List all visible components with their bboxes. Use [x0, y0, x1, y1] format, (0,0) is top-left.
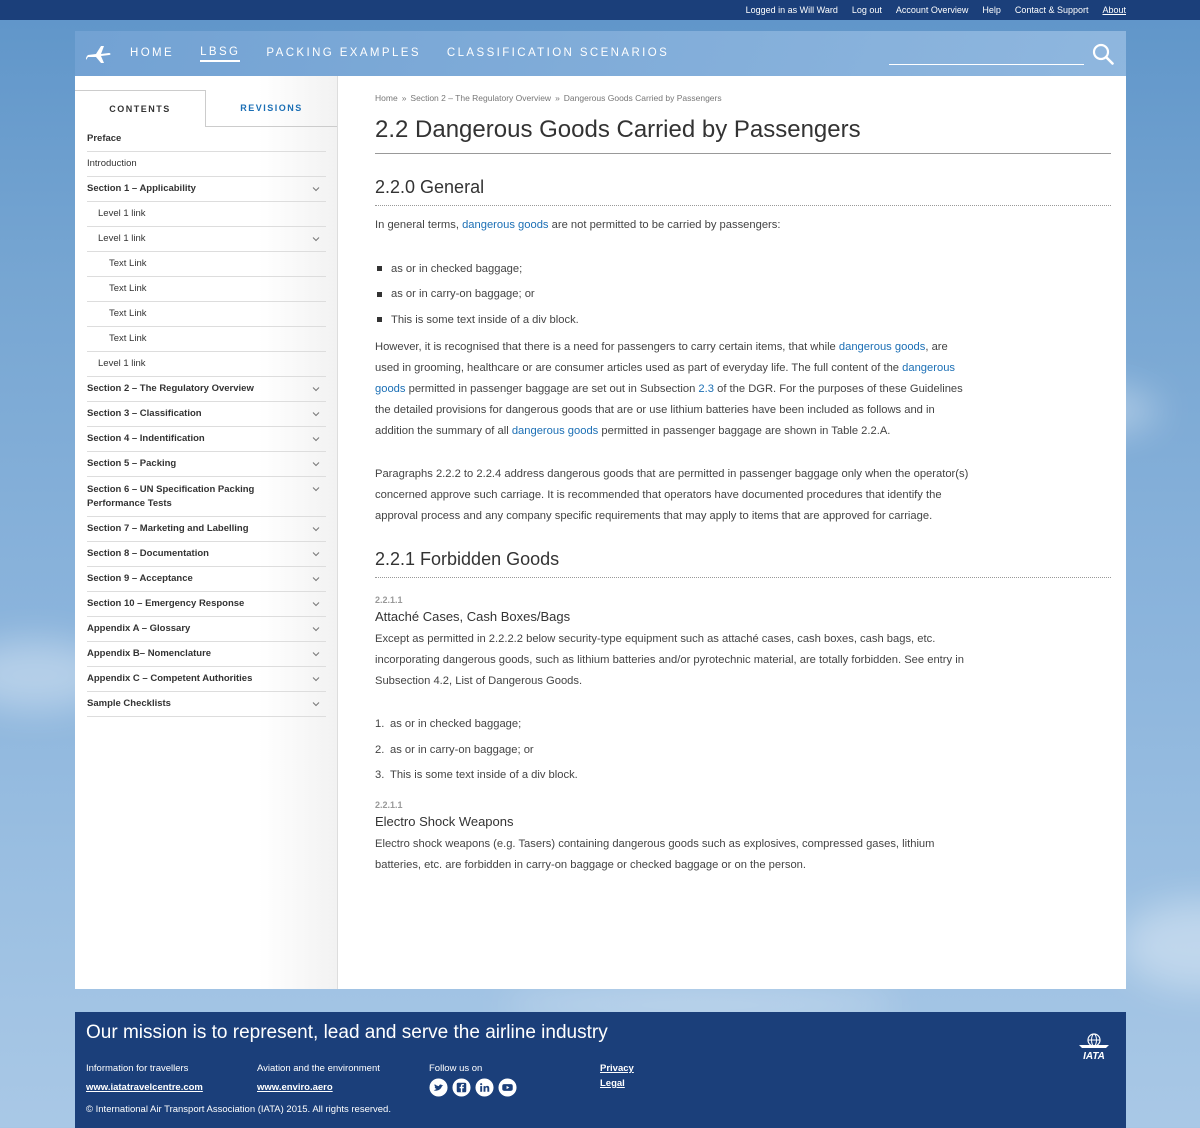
list-item: [375, 737, 1111, 763]
sidebar-item[interactable]: [87, 642, 326, 667]
breadcrumb-separator: »: [401, 93, 407, 103]
logged-in-status: Logged in as Will Ward: [745, 5, 838, 15]
sidebar-item[interactable]: [87, 377, 326, 402]
bullet-icon: [377, 317, 382, 322]
sidebar-item[interactable]: [87, 517, 326, 542]
sidebar-item[interactable]: [87, 227, 326, 252]
sidebar-item-label: Level 1 link: [98, 358, 146, 369]
dangerous-goods-link[interactable]: dangerous goods: [375, 361, 956, 395]
paragraph-text: However, it is recognised that there is a need for passengers to carry certain items, that while: [375, 340, 839, 353]
sidebar-item[interactable]: [87, 692, 326, 717]
sidebar-item[interactable]: [87, 427, 326, 452]
sidebar-item-label: Text Link: [109, 308, 147, 319]
search-input[interactable]: [889, 43, 1084, 65]
chevron-down-icon[interactable]: [312, 551, 320, 557]
list-item: [375, 712, 1111, 738]
list-item-text: This is some text inside of a div block.: [391, 313, 579, 326]
contact-support-link[interactable]: Contact & Support: [1014, 5, 1089, 15]
sidebar-tabs: [75, 90, 337, 127]
subsection-title: Attaché Cases, Cash Boxes/Bags: [375, 608, 571, 624]
copyright-notice: © International Air Transport Association (IATA) 2015. All rights reserved.: [86, 1104, 391, 1115]
sidebar-item-label: Text Link: [109, 258, 147, 269]
airplane-logo-icon[interactable]: [86, 43, 112, 65]
sidebar-item-label: Level 1 link: [98, 208, 146, 219]
main-navigation: [75, 31, 1126, 76]
intro-text: are not permitted to be carried by passengers:: [548, 219, 781, 231]
breadcrumb-separator: »: [555, 93, 560, 103]
youtube-icon[interactable]: [498, 1078, 517, 1097]
sidebar-item-label: Text Link: [109, 333, 147, 344]
twitter-icon[interactable]: [429, 1078, 448, 1097]
footer-social: [429, 1063, 517, 1097]
iata-logo[interactable]: [1076, 1032, 1112, 1062]
nav-home[interactable]: HOME: [130, 46, 175, 59]
subsection-2-3-link[interactable]: 2.3: [698, 382, 714, 395]
legal-link[interactable]: Legal: [600, 1078, 625, 1089]
sidebar-item-label: Section 3 – Classification: [87, 408, 202, 419]
list-item-text: as or in checked baggage;: [390, 718, 522, 731]
list-item-text: as or in carry-on baggage; or: [390, 743, 534, 756]
list-item: [377, 282, 1111, 308]
bullet-list: [377, 256, 1111, 333]
social-links: [429, 1078, 517, 1097]
sidebar-item[interactable]: [87, 202, 326, 227]
privacy-link[interactable]: Privacy: [600, 1063, 634, 1074]
list-item-text: This is some text inside of a div block.: [390, 769, 578, 782]
footer-column-title: Information for travellers: [86, 1063, 189, 1074]
sidebar-item[interactable]: [87, 252, 326, 277]
subsection-title: Electro Shock Weapons: [375, 814, 514, 829]
sidebar-item-label: Section 6 – UN Specification Packing Performance Tests: [87, 483, 255, 509]
nav-classification-scenarios[interactable]: CLASSIFICATION SCENARIOS: [446, 46, 670, 59]
sidebar-item[interactable]: [87, 327, 326, 352]
subsection-paragraph: Electro shock weapons (e.g. Tasers) containing dangerous goods such as explosives, compressed gases, lithium batteries, etc. are forbidden in carry-on baggage or checked baggage or on the person.: [375, 838, 935, 871]
travel-centre-link[interactable]: www.iatatravelcentre.com: [86, 1082, 203, 1093]
sidebar-item-label: Preface: [87, 133, 122, 144]
sidebar-item-label: Section 8 – Documentation: [87, 548, 209, 559]
sidebar-item[interactable]: [87, 277, 326, 302]
nav-packing-examples[interactable]: PACKING EXAMPLES: [266, 46, 421, 59]
linkedin-icon[interactable]: [475, 1078, 494, 1097]
intro-text: In general terms,: [375, 219, 463, 231]
sidebar-item[interactable]: [87, 402, 326, 427]
tab-revisions[interactable]: REVISIONS: [206, 90, 337, 127]
sidebar-item[interactable]: [87, 302, 326, 327]
paragraph-text: , are used in grooming, healthcare or are consumer articles used as part of everyday life. The full content of the: [375, 340, 948, 374]
breadcrumb-section[interactable]: Section 2 – The Regulatory Overview: [410, 93, 552, 103]
sidebar-item-label: Appendix A – Glossary: [87, 623, 191, 634]
breadcrumb: [375, 93, 1111, 103]
subsection-paragraph: Except as permitted in 2.2.2.2 below security-type equipment such as attaché cases, cash boxes, cash bags, etc. incorporating dangerous goods, such as lithium batteries and/or pyrotechnic material, are totally forbidden. See entry in Subsection 4.2, List of Dangerous Goods.: [375, 632, 964, 687]
search-icon[interactable]: [1092, 43, 1114, 65]
sidebar-item-label: Section 1 – Applicability: [87, 183, 196, 194]
section-heading-general: 2.2.0 General: [375, 177, 1111, 206]
list-item: [375, 763, 1111, 789]
sidebar-item-label: Section 5 – Packing: [87, 458, 177, 469]
sidebar-item-label: Section 2 – The Regulatory Overview: [87, 383, 254, 394]
sidebar-item-label: Level 1 link: [98, 233, 146, 244]
sidebar-item[interactable]: [87, 617, 326, 642]
approval-paragraph: Paragraphs 2.2.2 to 2.2.4 address dangerous goods that are permitted in passenger baggage only when the operator(s) concerned approve such carriage. It is recommended that operators have documented procedures that identify the approval process and any company specific requirements that may apply to items that are approved for carriage.: [375, 467, 969, 522]
breadcrumb-current: Dangerous Goods Carried by Passengers: [563, 93, 722, 103]
paragraph-text: of the DGR. For the purposes of these Guidelines the detailed provisions for dangerous goods that are or use lithium batteries have been included as follows and in addition the summary of all: [375, 382, 963, 437]
account-overview-link[interactable]: Account Overview: [895, 5, 969, 15]
chevron-down-icon[interactable]: [312, 601, 320, 607]
dangerous-goods-link[interactable]: dangerous goods: [838, 340, 926, 353]
breadcrumb-home[interactable]: Home: [375, 93, 398, 103]
about-link[interactable]: About: [1102, 5, 1126, 15]
chevron-down-icon[interactable]: [312, 411, 320, 417]
list-item-text: as or in carry-on baggage; or: [391, 288, 535, 301]
paragraph-text: permitted in passenger baggage are shown in Table 2.2.A.: [598, 424, 891, 437]
table-of-contents: [75, 127, 326, 717]
chevron-down-icon[interactable]: [312, 626, 320, 632]
chevron-down-icon[interactable]: [312, 236, 320, 242]
sidebar-item[interactable]: [87, 667, 326, 692]
sidebar-item[interactable]: [87, 477, 326, 517]
chevron-down-icon[interactable]: [312, 701, 320, 707]
sidebar-item-label: Introduction: [87, 158, 137, 169]
sidebar-item[interactable]: [87, 127, 326, 152]
list-item: [377, 256, 1111, 282]
content-shell: [75, 76, 1126, 989]
sidebar-item-label: Section 10 – Emergency Response: [87, 598, 245, 609]
chevron-down-icon[interactable]: [312, 461, 320, 467]
help-link[interactable]: Help: [982, 5, 1001, 15]
footer: [75, 1012, 1126, 1128]
chevron-down-icon[interactable]: [312, 386, 320, 392]
sidebar-item-label: Appendix B– Nomenclature: [87, 648, 212, 659]
bullet-icon: [377, 292, 382, 297]
page-title: 2.2 Dangerous Goods Carried by Passengers: [375, 116, 1111, 154]
subsection-number: 2.2.1.1: [375, 800, 403, 810]
footer-column-title: Aviation and the environment: [257, 1063, 380, 1074]
list-item: [377, 307, 1111, 333]
sidebar-item-label: Section 9 – Acceptance: [87, 573, 193, 584]
sidebar-item[interactable]: [87, 177, 326, 202]
follow-us-label: Follow us on: [429, 1063, 483, 1074]
sidebar-item[interactable]: [87, 452, 326, 477]
footer-legal: [600, 1063, 634, 1089]
footer-travellers: [86, 1063, 203, 1093]
chevron-down-icon[interactable]: [312, 436, 320, 442]
chevron-down-icon[interactable]: [312, 651, 320, 657]
paragraph-text: permitted in passenger baggage are set out in Subsection: [405, 382, 699, 395]
sidebar: [75, 76, 338, 989]
intro-paragraph: [375, 215, 975, 236]
list-number: 1.: [375, 718, 385, 731]
sidebar-item-label: Text Link: [109, 283, 147, 294]
numbered-list: [375, 712, 1111, 789]
main-content: [338, 76, 1126, 989]
nav-lbsg[interactable]: LBSG: [200, 46, 240, 62]
dangerous-goods-link[interactable]: dangerous goods: [511, 424, 599, 437]
chevron-down-icon[interactable]: [312, 486, 320, 492]
sidebar-item-label: Section 7 – Marketing and Labelling: [87, 523, 249, 534]
footer-environment: [257, 1063, 380, 1093]
list-number: 3.: [375, 769, 385, 782]
sidebar-item[interactable]: [87, 567, 326, 592]
sidebar-item[interactable]: [87, 592, 326, 617]
chevron-down-icon[interactable]: [312, 526, 320, 532]
dangerous-goods-link[interactable]: dangerous goods: [462, 219, 549, 231]
tab-contents[interactable]: CONTENTS: [75, 90, 206, 127]
chevron-down-icon[interactable]: [312, 186, 320, 192]
enviro-link[interactable]: www.enviro.aero: [257, 1082, 333, 1093]
recognition-paragraph: [375, 337, 975, 442]
top-utility-bar: [0, 0, 1200, 20]
iata-logo-text: IATA: [1083, 1051, 1105, 1062]
sidebar-item[interactable]: [87, 352, 326, 377]
list-item-text: as or in checked baggage;: [391, 262, 523, 275]
sidebar-item[interactable]: [87, 542, 326, 567]
facebook-icon[interactable]: [452, 1078, 471, 1097]
logout-link[interactable]: Log out: [851, 5, 882, 15]
subsection-number: 2.2.1.1: [375, 594, 403, 605]
sidebar-item-label: Appendix C – Competent Authorities: [87, 673, 253, 684]
chevron-down-icon[interactable]: [312, 576, 320, 582]
mission-statement: Our mission is to represent, lead and serve the airline industry: [86, 1022, 608, 1043]
list-number: 2.: [375, 743, 385, 756]
sidebar-item-label: Sample Checklists: [87, 698, 171, 709]
sidebar-item[interactable]: [87, 152, 326, 177]
search-area: [889, 43, 1114, 65]
background-cloud: [1120, 900, 1200, 990]
chevron-down-icon[interactable]: [312, 676, 320, 682]
section-heading-forbidden: 2.2.1 Forbidden Goods: [375, 549, 1111, 578]
bullet-icon: [377, 266, 382, 271]
sidebar-item-label: Section 4 – Indentification: [87, 433, 205, 444]
